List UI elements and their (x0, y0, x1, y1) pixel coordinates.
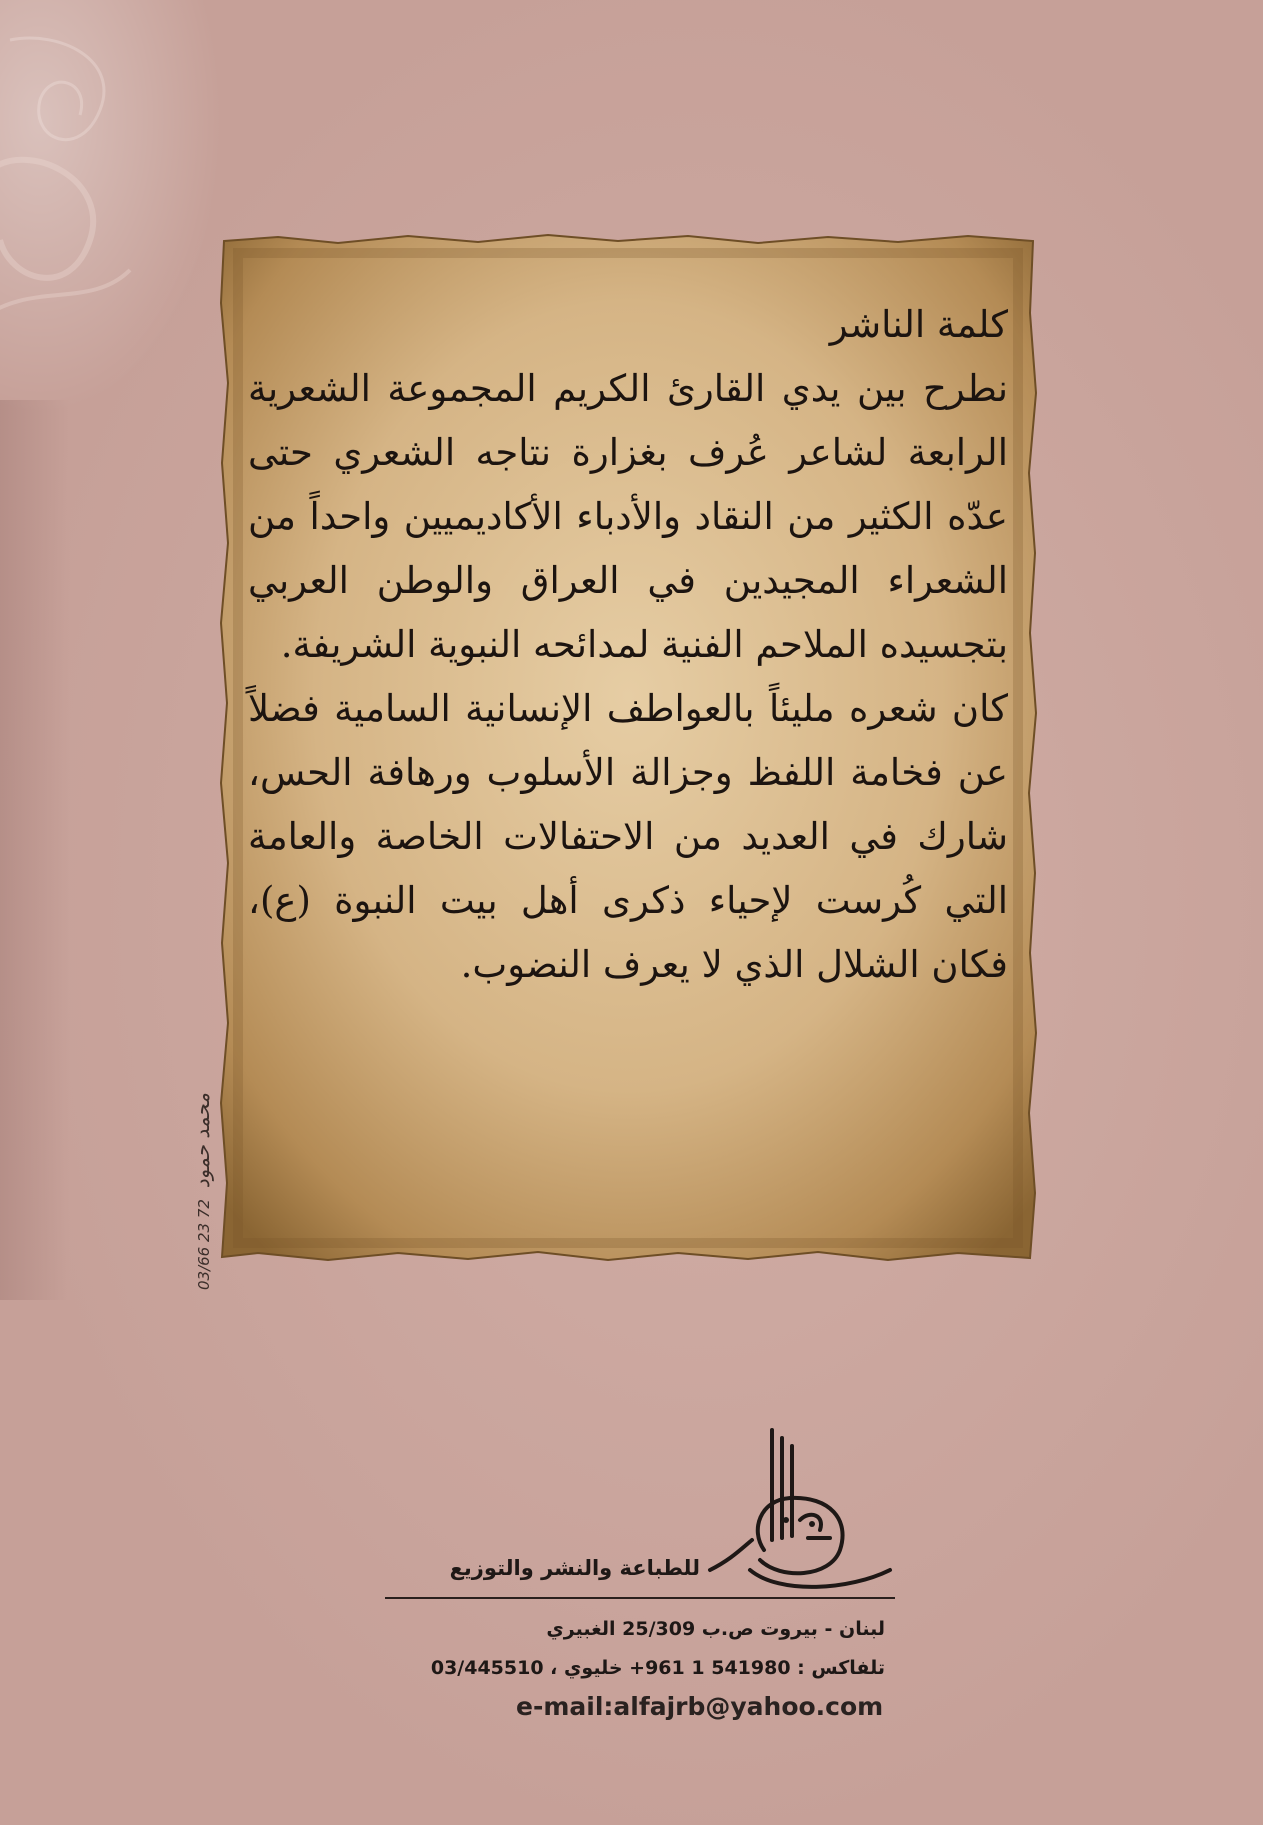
publisher-tagline: للطباعة والنشر والتوزيع (449, 1556, 700, 1580)
divider-line (385, 1597, 895, 1599)
stamp-code: 03/66 23 72 (195, 1199, 213, 1290)
publisher-address: لبنان - بيروت ص.ب 25/309 الغبيري (546, 1618, 885, 1640)
publisher-phone: تلفاكس : 541980 1 961+ خليوي ، 03/445510 (430, 1657, 885, 1679)
designer-stamp (180, 1060, 224, 1290)
publisher-note-paragraph-1: نطرح بين يدي القارئ الكريم المجموعة الشعرية الرابعة لشاعر عُرف بغزارة نتاجه الشعري حتى عدّه الكثير من النقاد والأدباء الأكاديميين واحداً من الشعراء المجيدين في العراق والوطن العربي بتجسيده الملاحم الفنية لمدائحه النبوية الشريفة. (248, 367, 1008, 666)
decorative-flower-watermark (0, 20, 210, 400)
publisher-note (248, 293, 1008, 997)
stamp-text (190, 1060, 214, 1290)
publisher-email: e-mail:alfajrb@yahoo.com (516, 1692, 884, 1721)
stamp-signature: محمد حمود (190, 1093, 214, 1189)
parchment-panel (218, 233, 1038, 1263)
publisher-note-heading: كلمة الناشر (829, 303, 1008, 346)
publisher-note-paragraph-2: كان شعره مليئاً بالعواطف الإنسانية السامية فضلاً عن فخامة اللفظ وجزالة الأسلوب ورهافة الحس، شارك في العديد من الاحتفالات الخاصة والعامة التي كُرست لإحياء ذكرى أهل بيت النبوة (ع)، فكان الشلال الذي لا يعرف النضوب. (248, 687, 1008, 986)
publisher-calligraphy-logo-icon (690, 1420, 900, 1600)
left-edge-shadow (0, 400, 70, 1300)
